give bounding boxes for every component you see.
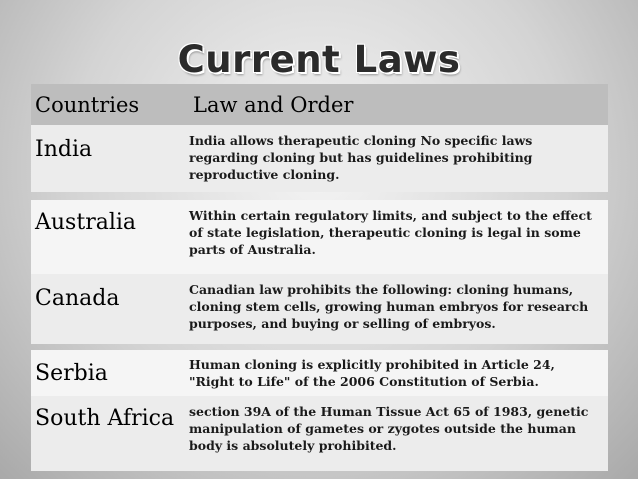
table-row-south-africa [31, 396, 608, 471]
law-cell: Within certain regulatory limits, and subject to the effect of state legislation, therapeutic cloning is legal in some parts of Australia. [189, 208, 592, 257]
country-cell: Australia [35, 210, 137, 235]
table-row-australia [31, 200, 608, 274]
law-cell: Canadian law prohibits the following: cloning humans, cloning stem cells, growing human embryos for research purposes, and buying or selling of embryos. [189, 282, 589, 331]
header-law-and-order: Law and Order [193, 92, 354, 117]
law-cell: India allows therapeutic cloning No specific laws regarding cloning but has guidelines prohibiting reproductive cloning. [189, 133, 533, 182]
law-cell: section 39A of the Human Tissue Act 65 of 1983, genetic manipulation of gametes or zygotes outside the human body is absolutely prohibited. [189, 404, 589, 453]
country-cell: Serbia [35, 361, 108, 386]
country-cell: Canada [35, 286, 120, 311]
table-row-canada [31, 274, 608, 344]
country-cell: South Africa [35, 406, 175, 431]
slide-title: Current Laws [177, 38, 461, 81]
table-header [31, 84, 608, 125]
law-cell: Human cloning is explicitly prohibited in Article 24, "Right to Life" of the 2006 Constitution of Serbia. [189, 357, 555, 389]
header-countries: Countries [35, 92, 140, 117]
table-row-serbia [31, 350, 608, 396]
table-row-india [31, 125, 608, 192]
country-cell: India [35, 137, 93, 162]
